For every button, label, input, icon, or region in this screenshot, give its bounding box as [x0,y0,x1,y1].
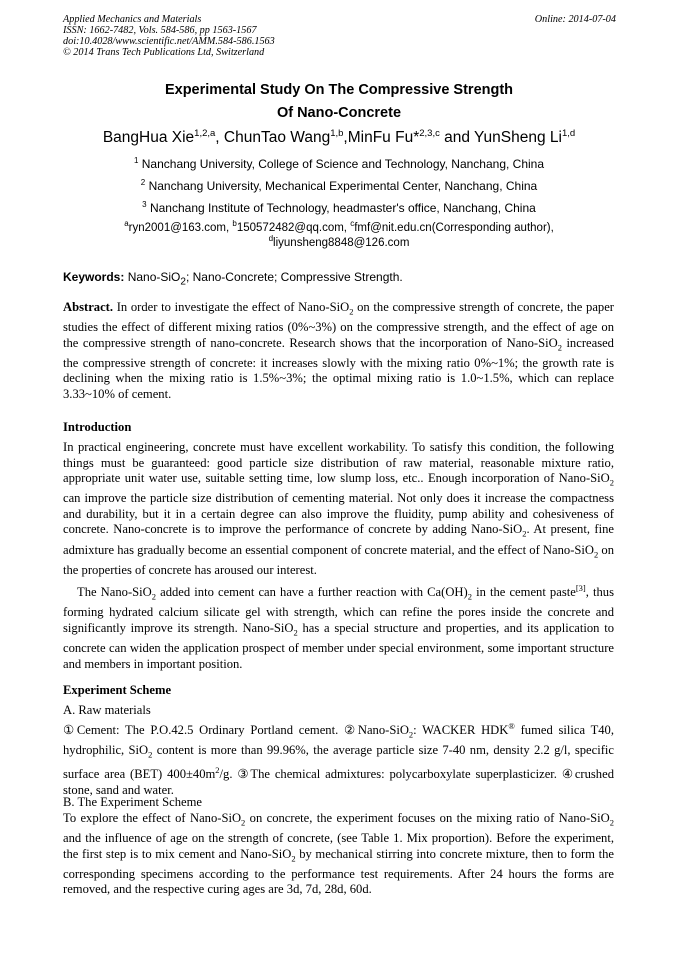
raw-materials-text: ①Cement: The P.O.42.5 Ordinary Portland cement. ②Nano-SiO$_2$: WACKER HDK® fumed silica T40, hydrophilic, SiO$_2$ content is more than 99.96%, the average particle size 7-40 nm, density 2.2 g/l, specific surface area (BET) $400\pm 40m^2/g$. ③The chemical admixtures: polycarboxylate superplasticizer. ④crushed stone, sand and water. [63,721,614,798]
aff-sup: 2 [140,178,146,187]
section-heading-experiment: Experiment Scheme [63,683,172,697]
intro-paragraph-1: In practical engineering, concrete must have excellent workability. To satisfy this condition, the following things must be guaranteed: good particle size distribution of raw material, reasonable mixture ratio, appropriate unit water use, suitable setting time, low slump loss, etc.. Enough incorporation of Nano-SiO$_2$ can improve the particle size distribution of cementing material. Not only does it increase the compactness and durability, but it in a certain degree can also improve the fluidity, pump ability and cohesiveness of concrete. Nano-concrete is to improve the performance of concrete by adding Nano-SiO$_2$. At present, fine admixture has gradually become an essential component of concrete material, and the effect of Nano-SiO$_2$ on the properties of concrete has aroused our interest. [63,440,615,577]
paper-title-line2: Of Nano-Concrete [276,105,402,121]
journal-name: Applied Mechanics and Materials [63,14,202,25]
author-sup: 2,3,c [419,128,440,139]
email-a[interactable]: ryn2001@163.com, [128,221,233,234]
author-sep: , [215,129,224,147]
copyright: © 2014 Trans Tech Publications Ltd, Switzerland [63,47,265,58]
email-c[interactable]: fmf@nit.edu.cn(Corresponding author), [354,221,554,234]
intro-paragraph-2: The Nano-SiO$_2$ added into cement can have a further reaction with $Ca(OH)_2$ in the cement paste[3], thus forming hydrated calcium silicate gel with strength, which can refine the pores inside the concrete and significantly improve its strength. Nano-SiO$_2$ has a special structure and properties, and its application to concrete can widen the application prospect of member under special environment, some important structure and members in important position. [63,583,614,671]
aff-sup: 1 [133,156,139,165]
author-sup: 1,b [330,128,344,139]
author-name: ChunTao Wang [223,129,331,147]
keywords-label: Keywords: [63,270,125,284]
doi: doi:10.4028/www.scientific.net/AMM.584-586.1563 [63,36,275,47]
journal-header [63,14,275,58]
online-date: Online: 2014-07-04 [534,14,616,25]
aff-sup: 3 [142,200,147,209]
author-sup: 1,2,a [194,128,216,139]
email-sup: d [268,234,274,243]
email-sup: a [124,219,129,228]
author-list [0,128,678,147]
abstract-label: Abstract. [63,300,114,314]
section-heading-introduction: Introduction [63,420,132,434]
email-b[interactable]: 150572482@qq.com, [236,221,351,234]
author-name: MinFu Fu* [347,129,420,147]
affiliation-1 [0,156,678,171]
email-line-2 [0,234,678,249]
author-sup: 1,d [561,128,576,139]
affiliation-2 [0,178,678,193]
issn: ISSN: 1662-7482, Vols. 584-586, pp 1563-1567 [63,25,257,36]
subsection-raw-materials: A. Raw materials [63,703,151,717]
keywords [63,270,403,287]
email-line-1 [0,219,678,234]
email-sup: c [350,219,355,228]
paper-title-line1: Experimental Study On The Compressive Strength [164,82,514,98]
abstract [63,300,614,403]
aff-text: Nanchang University, College of Science and Technology, Nanchang, China [141,157,545,171]
email-d[interactable]: liyunsheng8848@126.com [273,236,410,249]
scheme-text: To explore the effect of Nano-SiO$_2$ on concrete, the experiment focuses on the mixing ratio of Nano-SiO$_2$ and the influence of age on the strength of concrete, (see Table 1. Mix proportion). Before the experiment, the first step is to mix cement and Nano-SiO$_2$ by mechanical stirring into concrete mixture, then to form the corresponding specimens according to the performance test requirements. After 24 hours the forms are removed, and the respective curing ages are 3d, 7d, 28d, 60d. [63,811,614,897]
abstract-text: In order to investigate the effect of Nano-SiO$_2$ on the compressive strength of concrete, the paper studies the effect of different mixing ratios (0%~3%) on the compressive strength, and the effect of age on the compressive strength of nano-concrete. Research shows that the incorporation of Nano-SiO$_2$ increased the compressive strength of concrete: it increases slowly with the mixing ratio 0%~1%; the growth rate is declining when the mixing ratio is 1.5%~3%; the optimal mixing ratio is 1.0~1.5%, which can replace 3.33~10% of cement. [63,300,614,401]
author-name: BangHua Xie [102,129,195,147]
email-sup: b [232,219,237,228]
keywords-text: Nano-SiO$_2$; Nano-Concrete; Compressive Strength. [124,270,403,288]
author-name: YunSheng Li [474,129,562,147]
author-sep: and [439,129,475,147]
aff-text: Nanchang Institute of Technology, headmaster's office, Nanchang, China [149,201,536,215]
subsection-experiment-scheme: B. The Experiment Scheme [63,795,202,809]
author-sep: , [343,129,348,147]
affiliation-3 [0,200,678,215]
aff-text: Nanchang University, Mechanical Experimental Center, Nanchang, China [148,179,538,193]
